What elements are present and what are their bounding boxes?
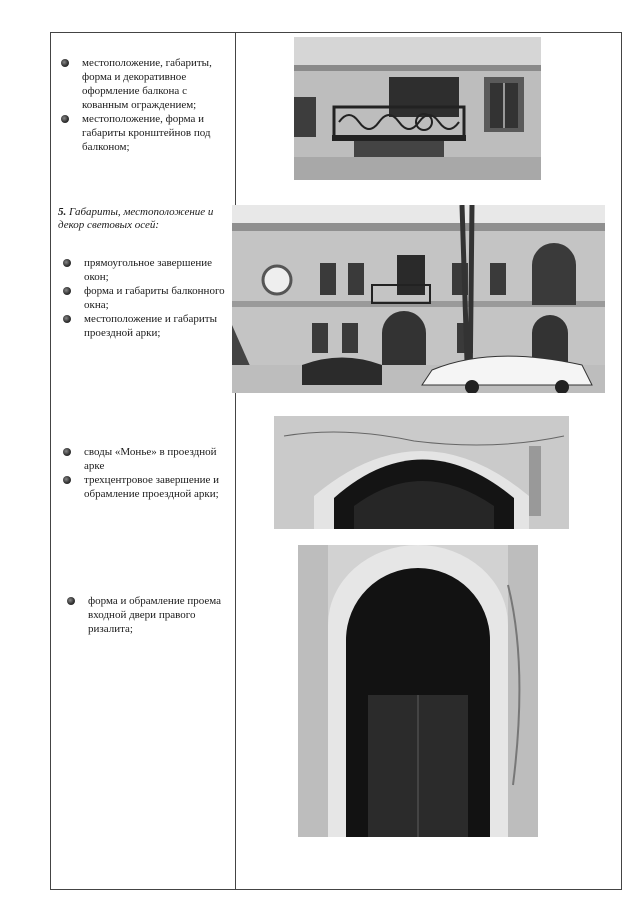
bullet-icon (63, 476, 71, 484)
list-item (60, 284, 228, 312)
list-item-text: прямоугольное завершение окон; (84, 257, 212, 283)
list-item-text: трехцентровое завершение и обрамление проездной арки; (84, 474, 220, 500)
section-title: Габариты, местоположение и декор световых осей: (58, 206, 214, 231)
balcony-photo-icon (294, 37, 541, 180)
bullet-icon (63, 287, 71, 295)
light-axes-section (58, 206, 228, 340)
list-item (58, 56, 228, 112)
bullet-icon (63, 259, 71, 267)
entrance-door-photo (298, 545, 538, 837)
facade-photo-icon (232, 205, 605, 393)
list-item (60, 473, 230, 501)
section-number: 5. (58, 206, 67, 218)
bullet-icon (63, 315, 71, 323)
list-item-text: своды «Монье» в проездной арке (84, 446, 217, 472)
arch-vault-photo (274, 416, 569, 529)
list-item (60, 445, 230, 473)
bullet-icon (61, 115, 69, 123)
table-column-divider (235, 32, 236, 890)
facade-photo (232, 205, 605, 393)
bullet-icon (61, 59, 69, 67)
list-item (64, 594, 229, 636)
entrance-door-photo-icon (298, 545, 538, 837)
balcony-features-list (58, 56, 228, 154)
section-heading (58, 206, 228, 232)
list-item-text: местоположение и габариты проездной арки; (84, 313, 217, 339)
list-item-text: местоположение, форма и габариты кронштейнов под балконом; (82, 113, 211, 153)
balcony-photo (294, 37, 541, 180)
bullet-icon (63, 448, 71, 456)
list-item (58, 112, 228, 154)
list-item (60, 256, 228, 284)
arch-vault-photo-icon (274, 416, 569, 529)
door-features-list (64, 594, 229, 636)
list-item (60, 312, 228, 340)
arch-features-list (60, 445, 230, 501)
list-item-text: форма и обрамление проема входной двери правого ризалита; (88, 595, 222, 635)
list-item-text: форма и габариты балконного окна; (84, 285, 225, 311)
list-item-text: местоположение, габариты, форма и декоративное оформление балкона с кованным ограждением; (82, 57, 212, 111)
bullet-icon (67, 597, 75, 605)
